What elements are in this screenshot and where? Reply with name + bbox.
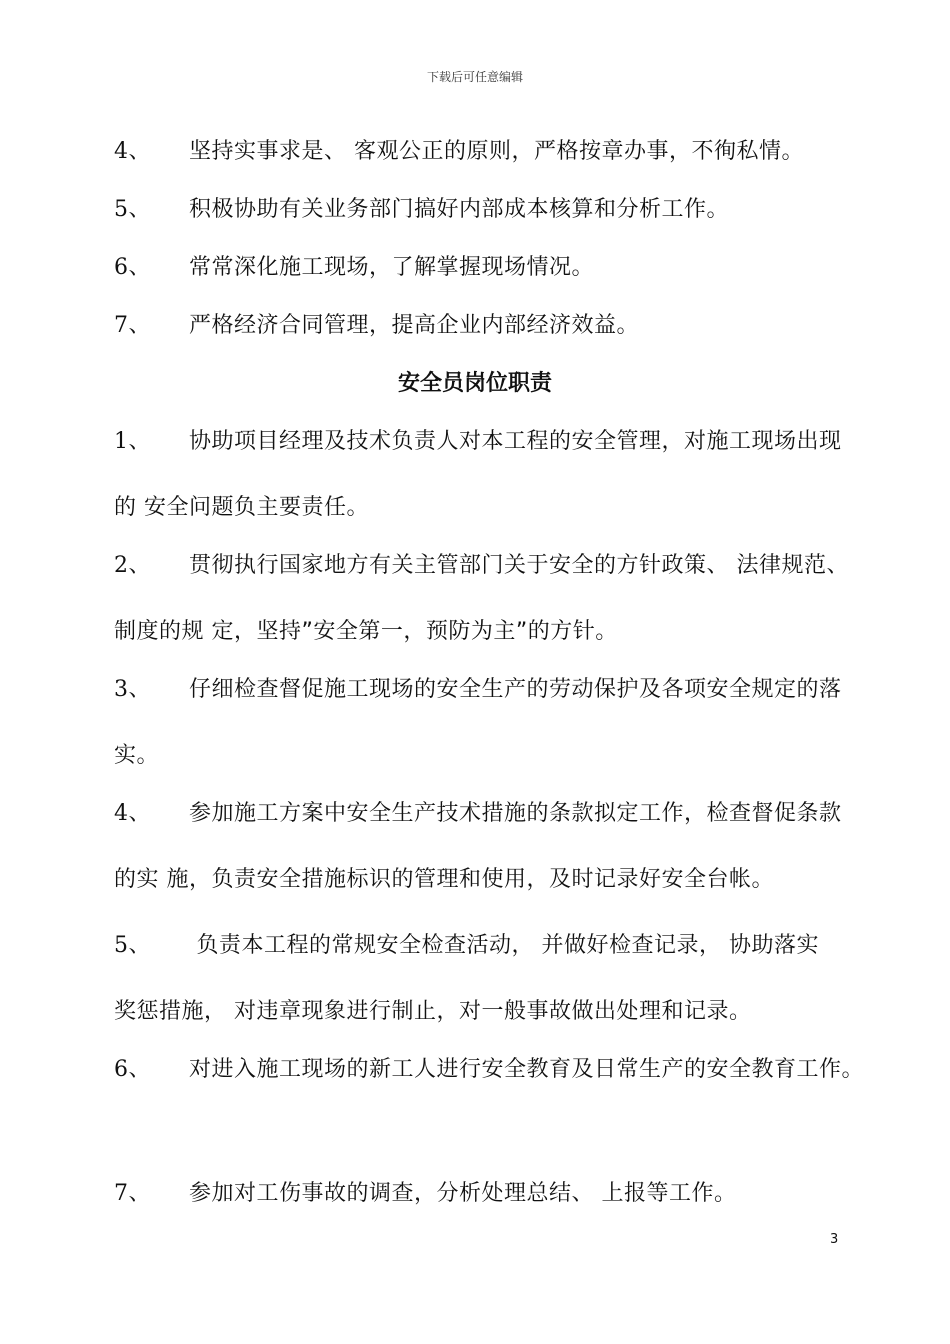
- item-number: 4、: [114, 139, 151, 164]
- list-item-continuation: [114, 866, 774, 894]
- item-number: 2、: [114, 553, 151, 578]
- list-item: [114, 1056, 864, 1084]
- list-item-continuation: [114, 618, 618, 646]
- item-text: 协助项目经理及技术负责人对本工程的安全管理，对施工现场出现: [189, 429, 842, 454]
- item-number: 6、: [114, 1057, 151, 1082]
- item-number: 7、: [114, 1181, 151, 1206]
- item-text: 的 安全问题负主要责任。: [114, 495, 369, 520]
- item-text: 积极协助有关业务部门搞好内部成本核算和分析工作。: [189, 197, 730, 222]
- item-text: 仔细检查督促施工现场的安全生产的劳动保护及各项安全规定的落: [189, 677, 842, 702]
- item-text: 常常深化施工现场，了解掌握现场情况。: [189, 255, 595, 280]
- item-text: 制度的规 定，坚持”安全第一，预防为主”的方针。: [114, 619, 618, 644]
- list-item-continuation: [114, 998, 752, 1026]
- section-title: 安全员岗位职责: [397, 371, 552, 396]
- item-number: 3、: [114, 677, 151, 702]
- page-number: 3: [830, 1232, 839, 1247]
- item-text: 参加施工方案中安全生产技术措施的条款拟定工作，检查督促条款: [189, 801, 842, 826]
- item-text: 的实 施，负责安全措施标识的管理和使用，及时记录好安全台帐。: [114, 867, 774, 892]
- item-text: 贯彻执行国家地方有关主管部门关于安全的方针政策、 法律规范、: [189, 553, 849, 578]
- list-item: [114, 196, 729, 224]
- item-text: 对进入施工现场的新工人进行安全教育及日常生产的安全教育工作。: [189, 1057, 865, 1082]
- item-text: 实。: [114, 743, 160, 768]
- item-text: 负责本工程的常规安全检查活动， 并做好检查记录， 协助落实: [189, 933, 819, 958]
- list-item: [114, 800, 842, 828]
- item-number: 7、: [114, 313, 151, 338]
- list-item: [114, 254, 594, 282]
- item-number: 5、: [114, 933, 151, 958]
- item-number: 1、: [114, 429, 151, 454]
- list-item: [114, 932, 819, 960]
- list-item: [114, 552, 849, 580]
- item-number: 4、: [114, 801, 151, 826]
- list-item: [114, 428, 842, 456]
- item-text: 奖惩措施， 对违章现象进行制止，对一般事故做出处理和记录。: [114, 999, 752, 1024]
- list-item: [114, 1180, 737, 1208]
- item-text: 参加对工伤事故的调查，分析处理总结、 上报等工作。: [189, 1181, 737, 1206]
- item-text: 严格经济合同管理，提高企业内部经济效益。: [189, 313, 640, 338]
- list-item: [114, 138, 804, 166]
- list-item-continuation: [114, 494, 369, 522]
- item-number: 6、: [114, 255, 151, 280]
- item-number: 5、: [114, 197, 151, 222]
- item-text: 坚持实事求是、 客观公正的原则，严格按章办事，不徇私情。: [189, 139, 804, 164]
- list-item: [114, 676, 842, 704]
- page-header: 下载后可任意编辑: [426, 70, 523, 84]
- list-item: [114, 312, 639, 340]
- list-item-continuation: [114, 742, 159, 770]
